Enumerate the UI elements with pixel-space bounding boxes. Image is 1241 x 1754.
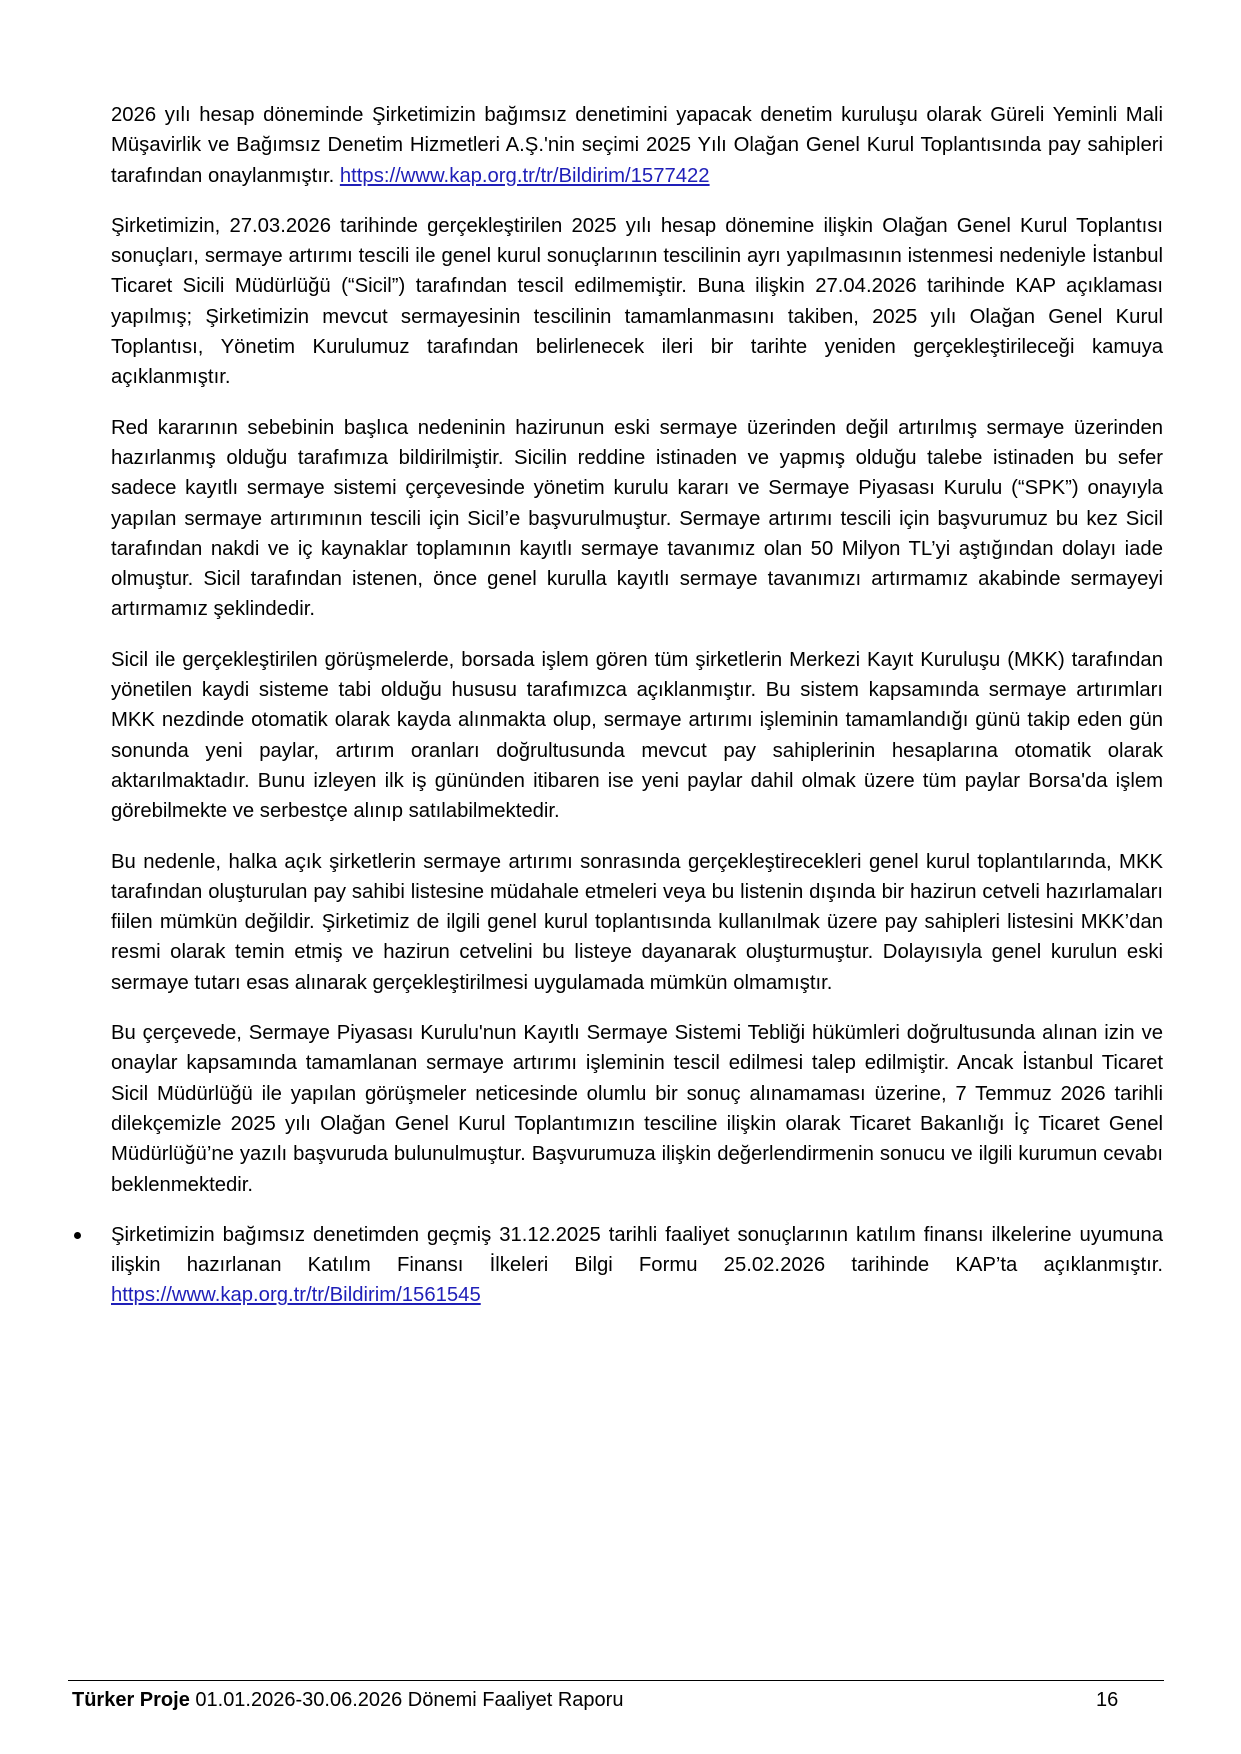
- paragraph-text: Bu çerçevede, Sermaye Piyasası Kurulu'nun Kayıtlı Sermaye Sistemi Tebliği hükümleri doğrultusunda alınan izin ve onaylar kapsamında tamamlanan sermaye artırımı işleminin tescil edilmesi talep edilmiştir. Ancak İstanbul Ticaret Sicil Müdürlüğü ile yapılan görüşmeler neticesinde olumlu bir sonuç alınamaması üzerine, 7 Temmuz 2026 tarihli dilekçemizle 2025 yılı Olağan Genel Kurul Toplantımızın tesciline ilişkin olarak Ticaret Bakanlığı İç Ticaret Genel Müdürlüğü’ne yazılı başvuruda bulunulmuştur. Başvurumuza ilişkin değerlendirmenin sonucu ve ilgili kurumun cevabı beklenmektedir.: [111, 1022, 1163, 1196]
- footer-company-name: Türker Proje: [72, 1689, 190, 1711]
- page-footer: [72, 1688, 1124, 1712]
- paragraph-text: 2026 yılı hesap döneminde Şirketimizin bağımsız denetimini yapacak denetim kuruluşu olarak Güreli Yeminli Mali Müşavirlik ve Bağımsız Denetim Hizmetleri A.Ş.'nin seçimi 2025 Yılı Olağan Genel Kurul Toplantısında pay sahipleri tarafından onaylanmıştır.: [111, 104, 1163, 187]
- paragraph-text: Şirketimizin, 27.03.2026 tarihinde gerçekleştirilen 2025 yılı hesap dönemine ilişkin Olağan Genel Kurul Toplantısı sonuçları, sermaye artırımı tescili ile genel kurul sonuçlarının tescilinin ayrı yapılmasının istenmesi nedeniyle İstanbul Ticaret Sicili Müdürlüğü (“Sicil”) tarafından tescil edilmemiştir. Buna ilişkin 27.04.2026 tarihinde KAP açıklaması yapılmış; Şirketimizin mevcut sermayesinin tescilinin tamamlanmasını takiben, 2025 yılı Olağan Genel Kurul Toplantısı, Yönetim Kurulumuz tarafından belirlenecek ileri bir tarihte yeniden gerçekleştirileceği kamuya açıklanmıştır.: [111, 214, 1163, 389]
- bullet-icon: [74, 1232, 81, 1239]
- paragraph-ministry-application: [111, 1018, 1163, 1200]
- bullet-item-participation-finance: [111, 1220, 1163, 1311]
- paragraph-general-assembly-registration: [111, 211, 1163, 393]
- paragraph-mkk-system: [111, 645, 1163, 827]
- footer-divider: [68, 1680, 1164, 1681]
- paragraph-rejection-reason: [111, 413, 1163, 625]
- bullet-text: Şirketimizin bağımsız denetimden geçmiş 31.12.2025 tarihli faaliyet sonuçlarının katılım finansı ilkelerine uyumuna ilişkin hazırlanan Katılım Finansı İlkeleri Bilgi Formu 25.02.2026 tarihinde KAP’ta açıklanmıştır.: [111, 1223, 1163, 1277]
- footer-report-title: 01.01.2026-30.06.2026 Dönemi Faaliyet Raporu: [189, 1689, 624, 1711]
- bullet-paragraph: [111, 1220, 1163, 1311]
- kap-link[interactable]: https://www.kap.org.tr/tr/Bildirim/1561545: [111, 1284, 481, 1307]
- document-body: [111, 100, 1163, 1331]
- kap-link[interactable]: https://www.kap.org.tr/tr/Bildirim/1577422: [339, 164, 710, 187]
- paragraph-shareholder-list: [111, 847, 1163, 998]
- paragraph-text: Red kararının sebebinin başlıca nedeninin hazirunun eski sermaye üzerinden değil artırılmış sermaye üzerinden hazırlanmış olduğu tarafımıza bildirilmiştir. Sicilin reddine istinaden ve yapmış olduğu talebe istinaden bu sefer sadece kayıtlı sermaye sistemi çerçevesinde yönetim kurulu kararı ve Sermaye Piyasası Kurulu (“SPK”) onayıyla yapılan sermaye artırımının tescili için Sicil’e başvurulmuştur. Sermaye artırımı tescili için başvurumuz bu kez Sicil tarafından nakdi ve iç kaynaklar toplamının kayıtlı sermaye tavanımız olan 50 Milyon TL’yi aştığından dolayı iade olmuştur. Sicil tarafından istenen, önce genel kurulla kayıtlı sermaye tavanımızı artırmamız akabinde sermayeyi artırmamız şeklindedir.: [111, 416, 1163, 621]
- paragraph-text: Sicil ile gerçekleştirilen görüşmelerde, borsada işlem gören tüm şirketlerin Merkezi Kayıt Kuruluşu (MKK) tarafından yönetilen kaydi sisteme tabi olduğu hususu tarafımızca açıklanmıştır. Bu sistem kapsamında sermaye artırımları MKK nezdinde otomatik olarak kayda alınmakta olup, sermaye artırımı işleminin tamamlandığı günü takip eden gün sonunda yeni paylar, artırım oranları doğrultusunda mevcut pay sahiplerinin hesaplarına otomatik olarak aktarılmaktadır. Bunu izleyen ilk iş gününden itibaren ise yeni paylar dahil olmak üzere tüm paylar Borsa'da işlem görebilmekte ve serbestçe alınıp satılabilmektedir.: [111, 648, 1163, 823]
- paragraph-auditor-selection: [111, 100, 1163, 191]
- page-number: 16: [1096, 1689, 1119, 1711]
- paragraph-text: Bu nedenle, halka açık şirketlerin sermaye artırımı sonrasında gerçekleştirecekleri genel kurul toplantılarında, MKK tarafından oluşturulan pay sahibi listesine müdahale etmeleri veya bu listenin dışında bir hazirun cetveli hazırlamaları fiilen mümkün değildir. Şirketimiz de ilgili genel kurul toplantısında kullanılmak üzere pay sahipleri listesini MKK’dan resmi olarak temin etmiş ve hazirun cetvelini bu listeye dayanarak oluşturmuştur. Dolayısıyla genel kurulun eski sermaye tutarı esas alınarak gerçekleştirilmesi uygulamada mümkün olmamıştır.: [111, 850, 1163, 994]
